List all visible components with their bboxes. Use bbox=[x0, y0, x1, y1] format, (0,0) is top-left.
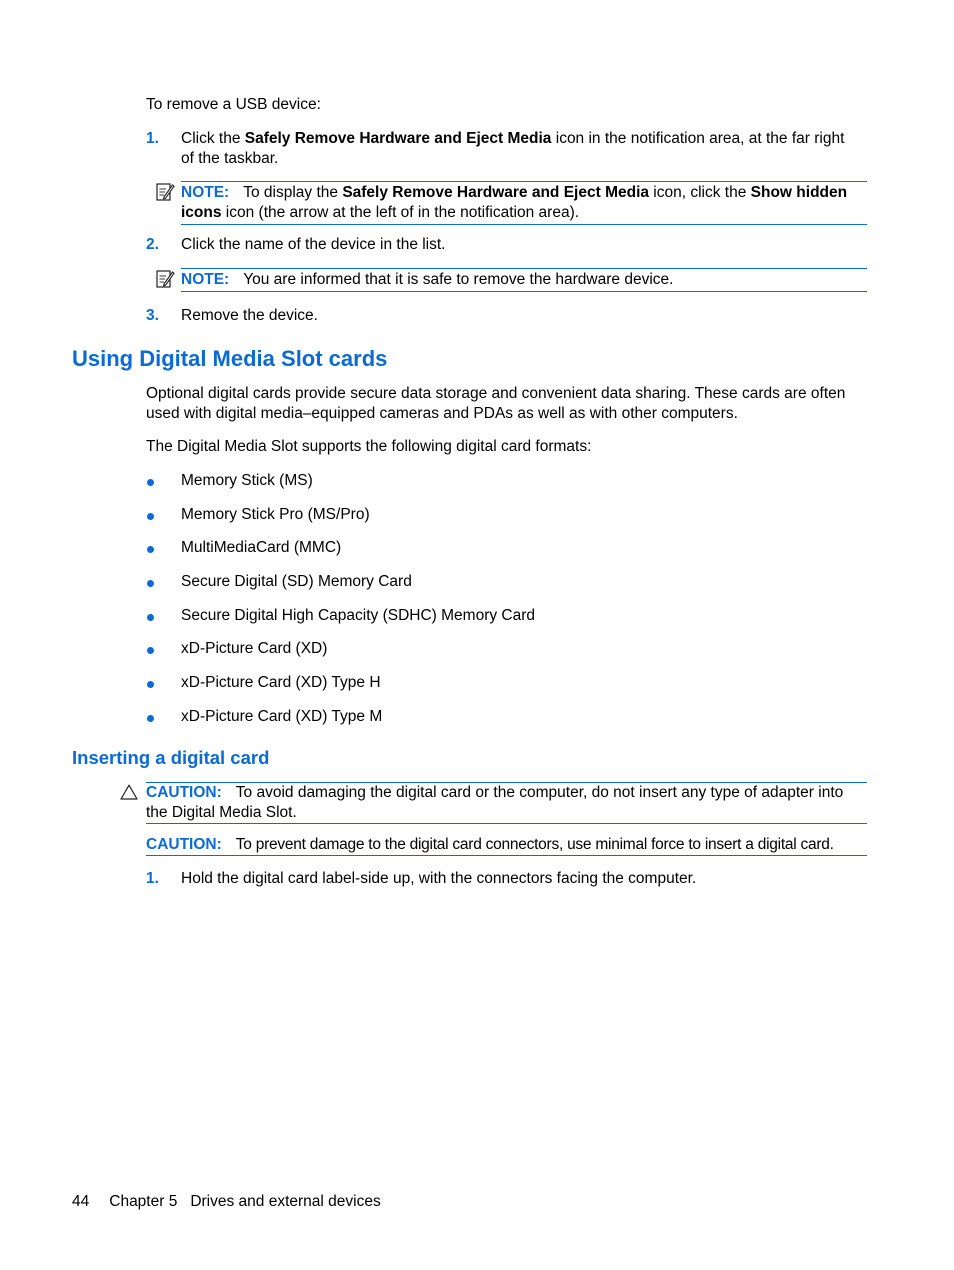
step-text: Click the name of the device in the list. bbox=[181, 236, 446, 253]
caution-label: CAUTION: bbox=[146, 836, 222, 853]
section-heading: Using Digital Media Slot cards bbox=[72, 346, 388, 371]
caution-box bbox=[146, 782, 867, 824]
section-paragraph bbox=[146, 384, 868, 424]
bullet-dot-icon bbox=[147, 647, 154, 654]
bullet-dot-icon bbox=[147, 513, 154, 520]
caution-text: To avoid damaging the digital card or the computer, do not insert any type of adapter into bbox=[235, 784, 844, 801]
note-text: You are informed that it is safe to remove the hardware device. bbox=[243, 271, 674, 288]
note-text-part: To display the bbox=[243, 184, 343, 201]
step-text bbox=[181, 129, 869, 169]
list-item: xD-Picture Card (XD) Type M bbox=[181, 708, 383, 725]
footer-title: Drives and external devices bbox=[190, 1193, 381, 1210]
list-item: xD-Picture Card (XD) Type H bbox=[181, 674, 381, 691]
step-text: Remove the device. bbox=[181, 307, 318, 324]
bullet-dot-icon bbox=[147, 546, 154, 553]
bullet-dot-icon bbox=[147, 614, 154, 621]
note-text-bold: Show hidden bbox=[750, 184, 848, 201]
bullet-dot-icon bbox=[147, 715, 154, 722]
list-item: Secure Digital High Capacity (SDHC) Memory Card bbox=[181, 607, 536, 624]
warning-triangle-icon bbox=[120, 784, 138, 800]
note-box bbox=[181, 181, 867, 225]
note-text-part: icon, click the bbox=[649, 184, 751, 201]
caution-box bbox=[146, 835, 867, 856]
note-label: NOTE: bbox=[181, 184, 230, 201]
step-text-part: Click the bbox=[181, 130, 245, 147]
subsection-heading: Inserting a digital card bbox=[72, 747, 270, 768]
step-text-bold: Safely Remove Hardware and Eject Media bbox=[244, 130, 552, 147]
step-text: Hold the digital card label-side up, with the connectors facing the computer. bbox=[181, 870, 697, 887]
list-item: MultiMediaCard (MMC) bbox=[181, 539, 342, 556]
bullet-dot-icon bbox=[147, 681, 154, 688]
bullet-dot-icon bbox=[147, 580, 154, 587]
page-footer bbox=[72, 1192, 381, 1212]
note-text-bold: icons bbox=[181, 204, 222, 221]
list-item: xD-Picture Card (XD) bbox=[181, 640, 328, 657]
note-text-bold: Safely Remove Hardware and Eject Media bbox=[342, 184, 649, 201]
note-text-part: icon (the arrow at the left of in the notification area). bbox=[221, 204, 580, 221]
step-number: 2. bbox=[146, 236, 159, 253]
note-box bbox=[181, 268, 867, 292]
list-item: Memory Stick (MS) bbox=[181, 472, 313, 489]
paragraph-line: Optional digital cards provide secure data storage and convenient data sharing. These cards are often bbox=[146, 385, 846, 402]
section-paragraph: The Digital Media Slot supports the following digital card formats: bbox=[146, 438, 592, 455]
step-number: 1. bbox=[146, 130, 159, 147]
note-pencil-icon bbox=[155, 269, 175, 289]
caution-label: CAUTION: bbox=[146, 784, 222, 801]
bullet-dot-icon bbox=[147, 479, 154, 486]
step-text-part: icon in the notification area, at the far right bbox=[551, 130, 845, 147]
step-number: 3. bbox=[146, 307, 159, 324]
page-number: 44 bbox=[72, 1193, 90, 1210]
caution-text: To prevent damage to the digital card connectors, use minimal force to insert a digital card. bbox=[235, 836, 834, 853]
note-pencil-icon bbox=[155, 182, 175, 202]
footer-chapter: Chapter 5 bbox=[109, 1193, 178, 1210]
paragraph-line: used with digital media–equipped cameras and PDAs as well as with other computers. bbox=[146, 405, 738, 422]
list-item: Secure Digital (SD) Memory Card bbox=[181, 573, 412, 590]
note-label: NOTE: bbox=[181, 271, 230, 288]
step-number: 1. bbox=[146, 870, 159, 887]
list-item: Memory Stick Pro (MS/Pro) bbox=[181, 506, 370, 523]
step-text-part: of the taskbar. bbox=[181, 150, 279, 167]
intro-text: To remove a USB device: bbox=[146, 96, 321, 113]
caution-text: the Digital Media Slot. bbox=[146, 804, 297, 821]
